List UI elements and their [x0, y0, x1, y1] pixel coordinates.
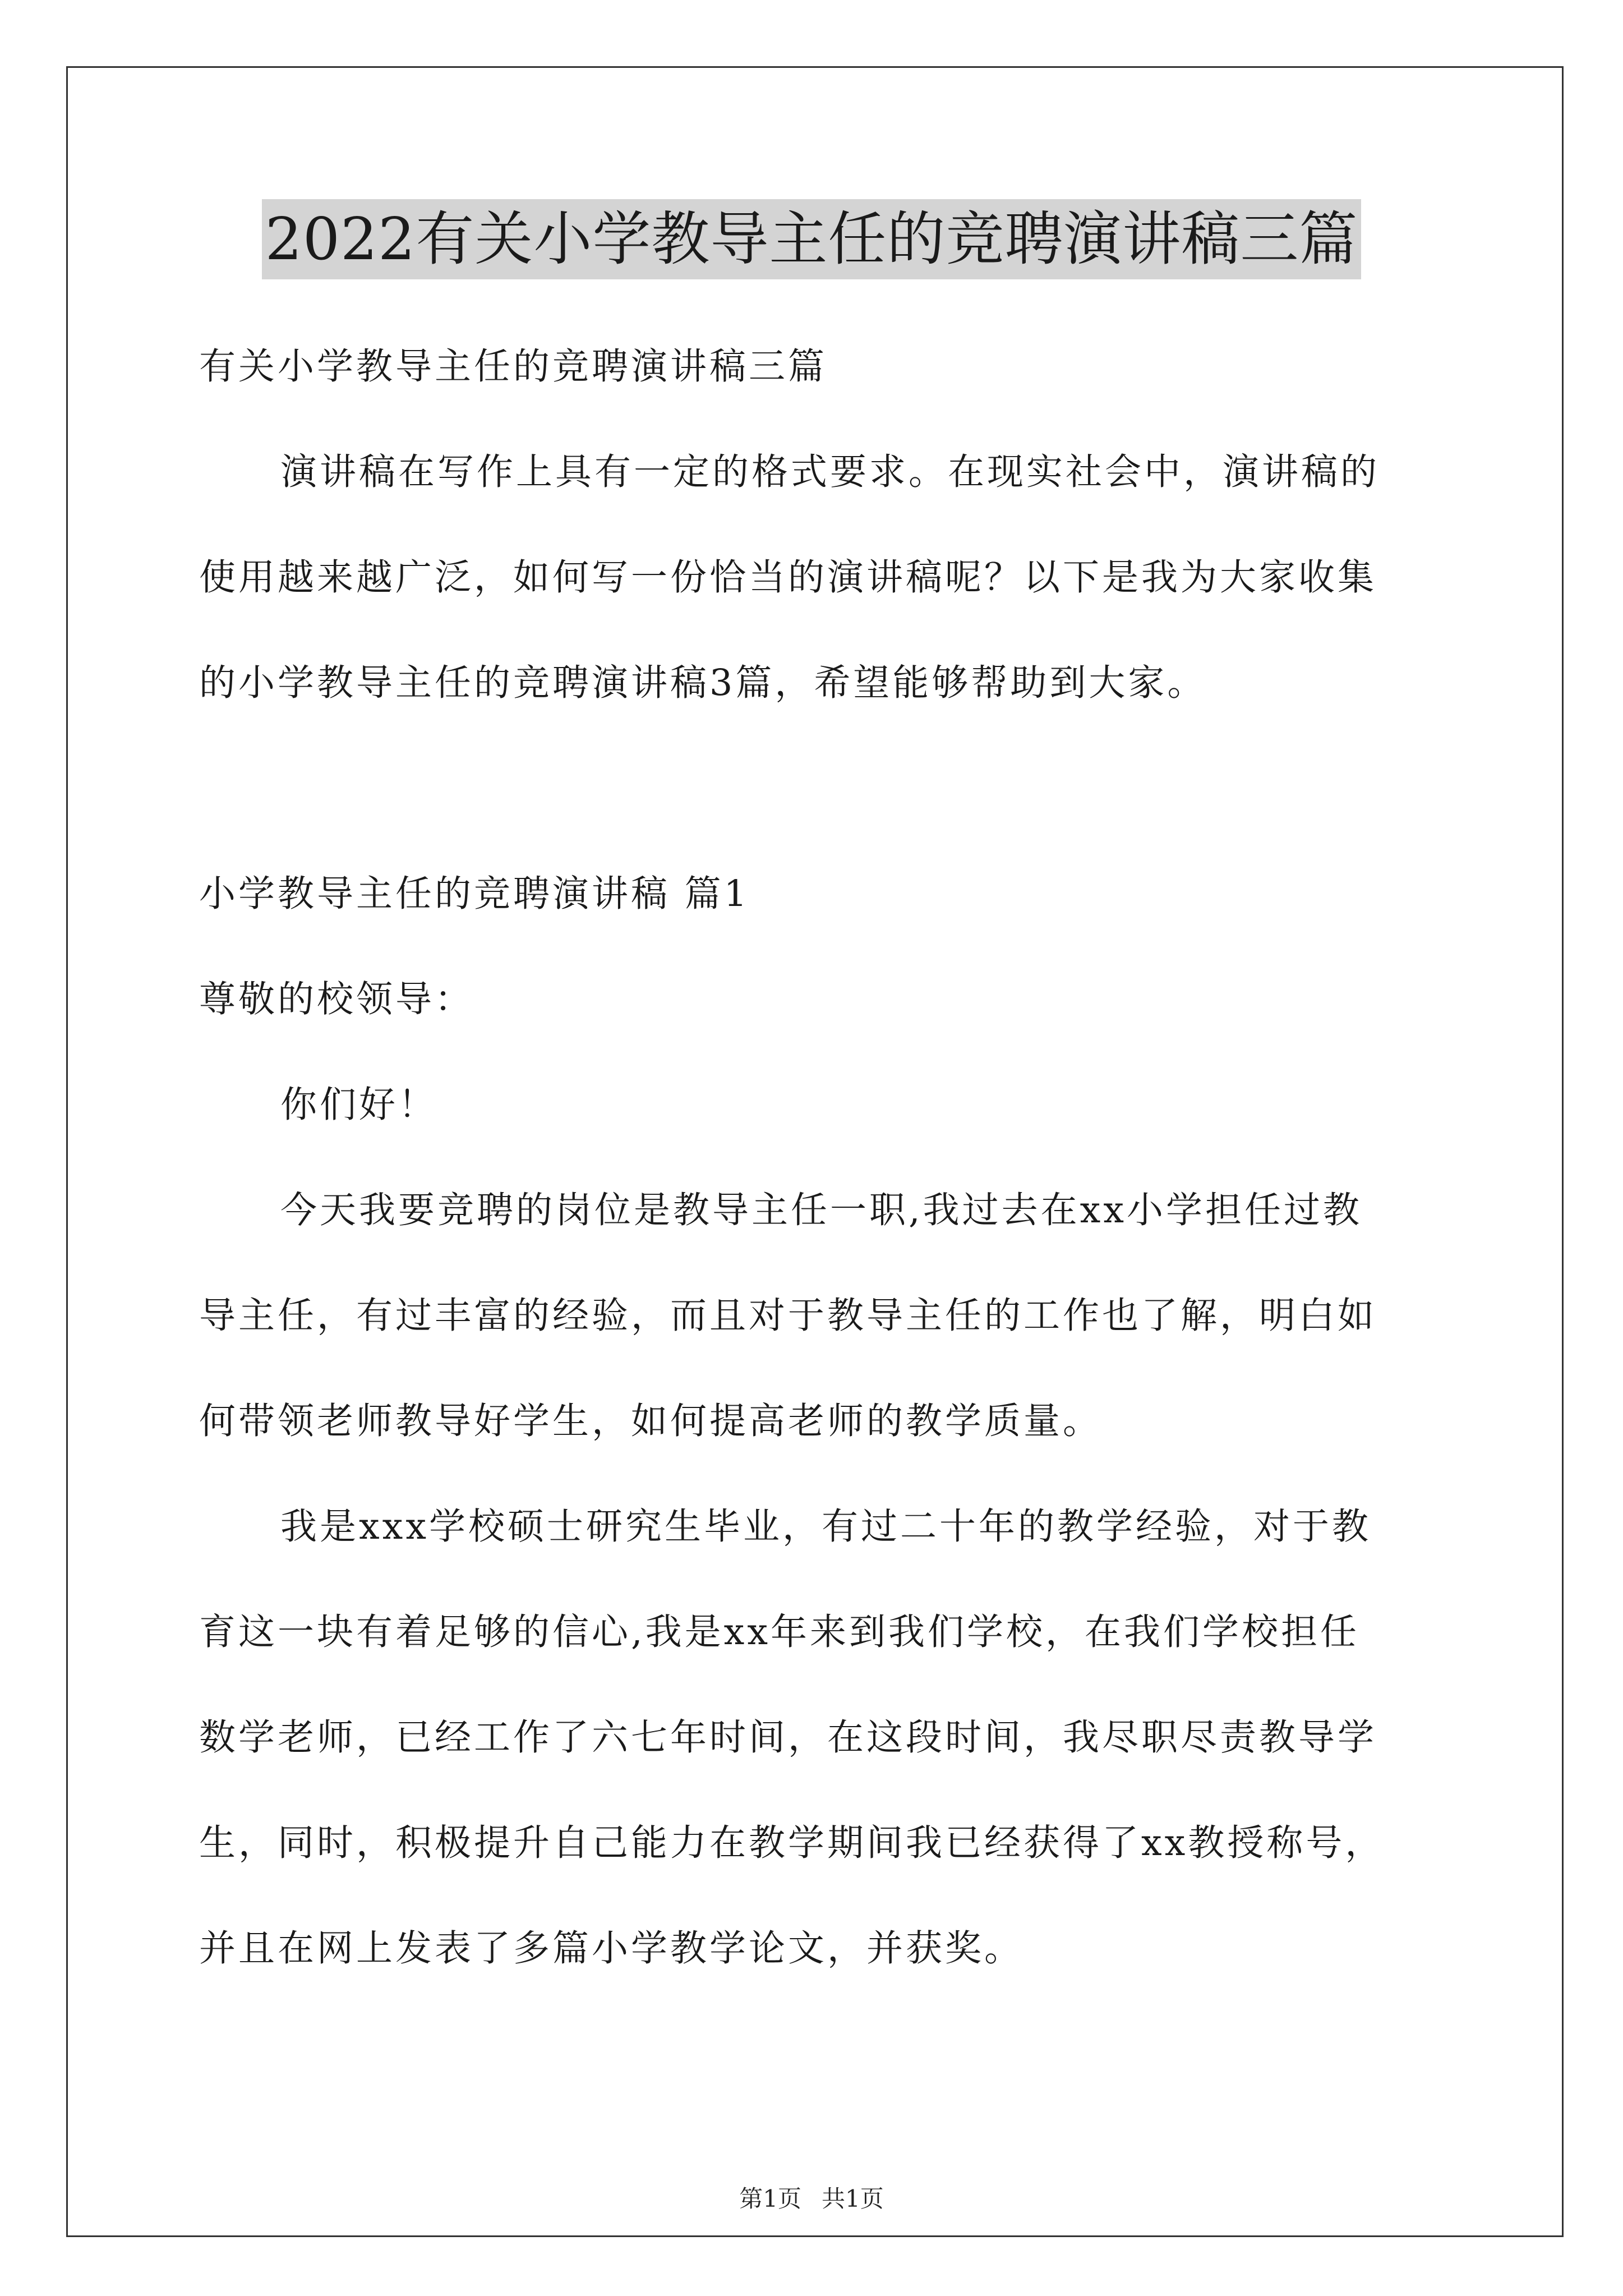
- intro-line-2: 使用越来越广泛，如何写一份恰当的演讲稿呢？以下是我为大家收集: [199, 556, 1377, 599]
- greeting: 你们好！: [280, 1084, 438, 1126]
- p1-line-1: 今天我要竞聘的岗位是教导主任一职,我过去在xx小学担任过教: [280, 1189, 1362, 1231]
- p2-line-3: 数学老师，已经工作了六七年时间，在这段时间，我尽职尽责教导学: [199, 1717, 1377, 1759]
- page-footer: [0, 2185, 1623, 2213]
- intro-line-3: 的小学教导主任的竞聘演讲稿3篇，希望能够帮助到大家。: [199, 662, 1207, 704]
- title-wrap: [0, 199, 1623, 279]
- document-title: 2022有关小学教导主任的竞聘演讲稿三篇: [262, 199, 1362, 279]
- p1-line-3: 何带领老师教导好学生，如何提高老师的教学质量。: [199, 1400, 1103, 1442]
- p2-line-5: 并且在网上发表了多篇小学教学论文，并获奖。: [199, 1927, 1024, 1970]
- p2-line-2: 育这一块有着足够的信心,我是xx年来到我们学校，在我们学校担任: [199, 1611, 1359, 1653]
- page-total: 共1页: [822, 2185, 884, 2212]
- blank-line: [199, 736, 1438, 841]
- p1-line-2: 导主任，有过丰富的经验，而且对于教导主任的工作也了解，明白如: [199, 1295, 1377, 1337]
- p2-line-4: 生，同时，积极提升自己能力在教学期间我已经获得了xx教授称号，: [199, 1822, 1385, 1864]
- page-number: 第1页: [739, 2185, 801, 2212]
- p2-line-1: 我是xxx学校硕士研究生毕业，有过二十年的教学经验，对于教: [280, 1506, 1371, 1548]
- document-body: [199, 314, 1438, 2001]
- document-heading: 有关小学教导主任的竞聘演讲稿三篇: [199, 346, 828, 388]
- section-title: 小学教导主任的竞聘演讲稿 篇1: [199, 873, 750, 915]
- salutation: 尊敬的校领导：: [199, 978, 474, 1020]
- intro-line-1: 演讲稿在写作上具有一定的格式要求。在现实社会中，演讲稿的: [280, 451, 1380, 493]
